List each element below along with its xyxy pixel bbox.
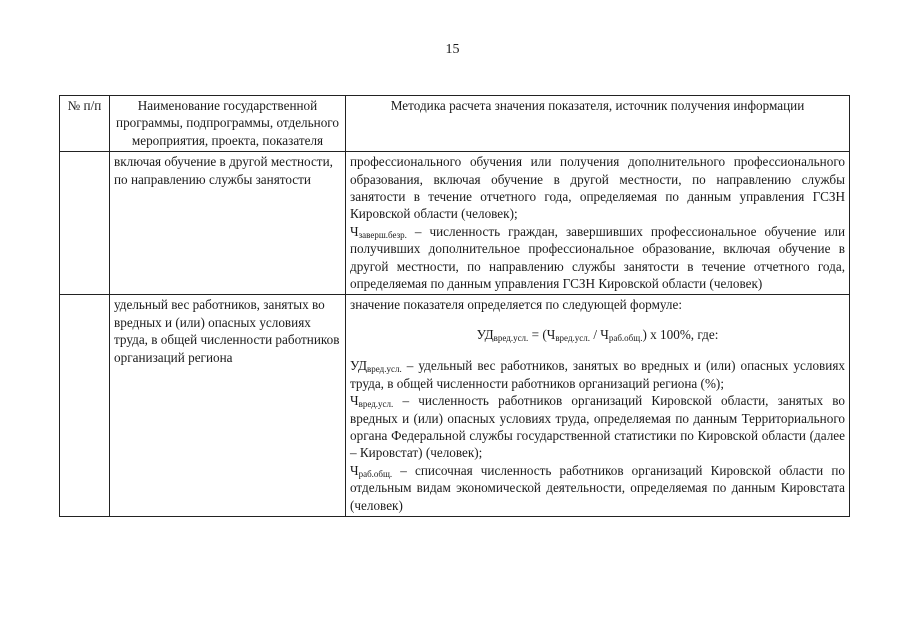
header-name: Наименование государственной программы, подпрограммы, отдельного мероприятия, проекта, показателя — [110, 96, 346, 152]
formula-divide: / Ч — [590, 326, 609, 342]
row2-name: удельный вес работников, занятых во вредных и (или) опасных условиях труда, в общей численности работников организаций региона — [110, 295, 346, 516]
definition-text: – численность граждан, завершивших профессиональное обучение или получивших дополнительное профессиональное образование, включая обучение в другой местности, по направлению службы занятости в течение отчетного года, определяемая по данным управления ГСЗН Кировской области (человек) — [350, 223, 845, 292]
symbol-subscript: раб.общ. — [358, 468, 393, 479]
definition-3 — [350, 462, 845, 514]
definition-2 — [350, 392, 845, 462]
row2-method — [346, 295, 850, 516]
indicator-table — [59, 95, 850, 517]
header-method: Методика расчета значения показателя, источник получения информации — [346, 96, 850, 152]
formula-tail: ) x 100%, где: — [642, 326, 719, 342]
symbol-subscript: вред.усл. — [358, 399, 394, 410]
header-num: № п/п — [60, 96, 110, 152]
row1-name: включая обучение в другой местности, по направлению службы занятости — [110, 152, 346, 295]
row1-paragraph-2 — [350, 223, 845, 293]
symbol: Ч — [350, 462, 359, 478]
row1-method — [346, 152, 850, 295]
symbol: УД — [350, 358, 367, 374]
row1-paragraph-1: профессионального обучения или получения дополнительного профессионального образования, включая обучение в другой местности, по направлению службы занятости в течение отчетного года, определяемая по данным управления ГСЗН Кировской области (человек); — [350, 154, 845, 222]
definition-text: – списочная численность работников организаций Кировской области по отдельным видам экономической деятельности, определяемая по данным Кировстата (человек) — [350, 462, 845, 513]
table-row — [60, 152, 850, 295]
row1-num — [60, 152, 110, 295]
symbol: Ч — [350, 393, 359, 409]
table-row — [60, 295, 850, 516]
symbol-subscript: заверш.безр. — [358, 229, 407, 240]
formula — [350, 326, 845, 343]
formula-lhs-subscript: вред.усл. — [493, 332, 529, 343]
formula-intro: значение показателя определяется по следующей формуле: — [350, 297, 683, 313]
symbol-subscript: вред.усл. — [367, 364, 402, 375]
table-header-row — [60, 96, 850, 152]
definition-text: – удельный вес работников, занятых во вредных и (или) опасных условиях труда, в общей численности работников организаций региона (%); — [350, 358, 845, 391]
page-number: 15 — [445, 42, 460, 57]
symbol: Ч — [350, 223, 359, 239]
definition-text: – численность работников организаций Кировской области, занятых во вредных и (или) опасных условиях труда, определяемая по данным Территориального органа Федеральной службы государственной статистики по Кировской области (далее – Кировстат) (человек); — [350, 393, 845, 461]
row2-num — [60, 295, 110, 516]
formula-lhs: УД — [476, 326, 494, 342]
definition-1 — [350, 357, 845, 392]
formula-equals: = (Ч — [528, 326, 556, 342]
formula-denominator-subscript: раб.общ. — [608, 332, 643, 343]
formula-numerator-subscript: вред.усл. — [555, 332, 591, 343]
